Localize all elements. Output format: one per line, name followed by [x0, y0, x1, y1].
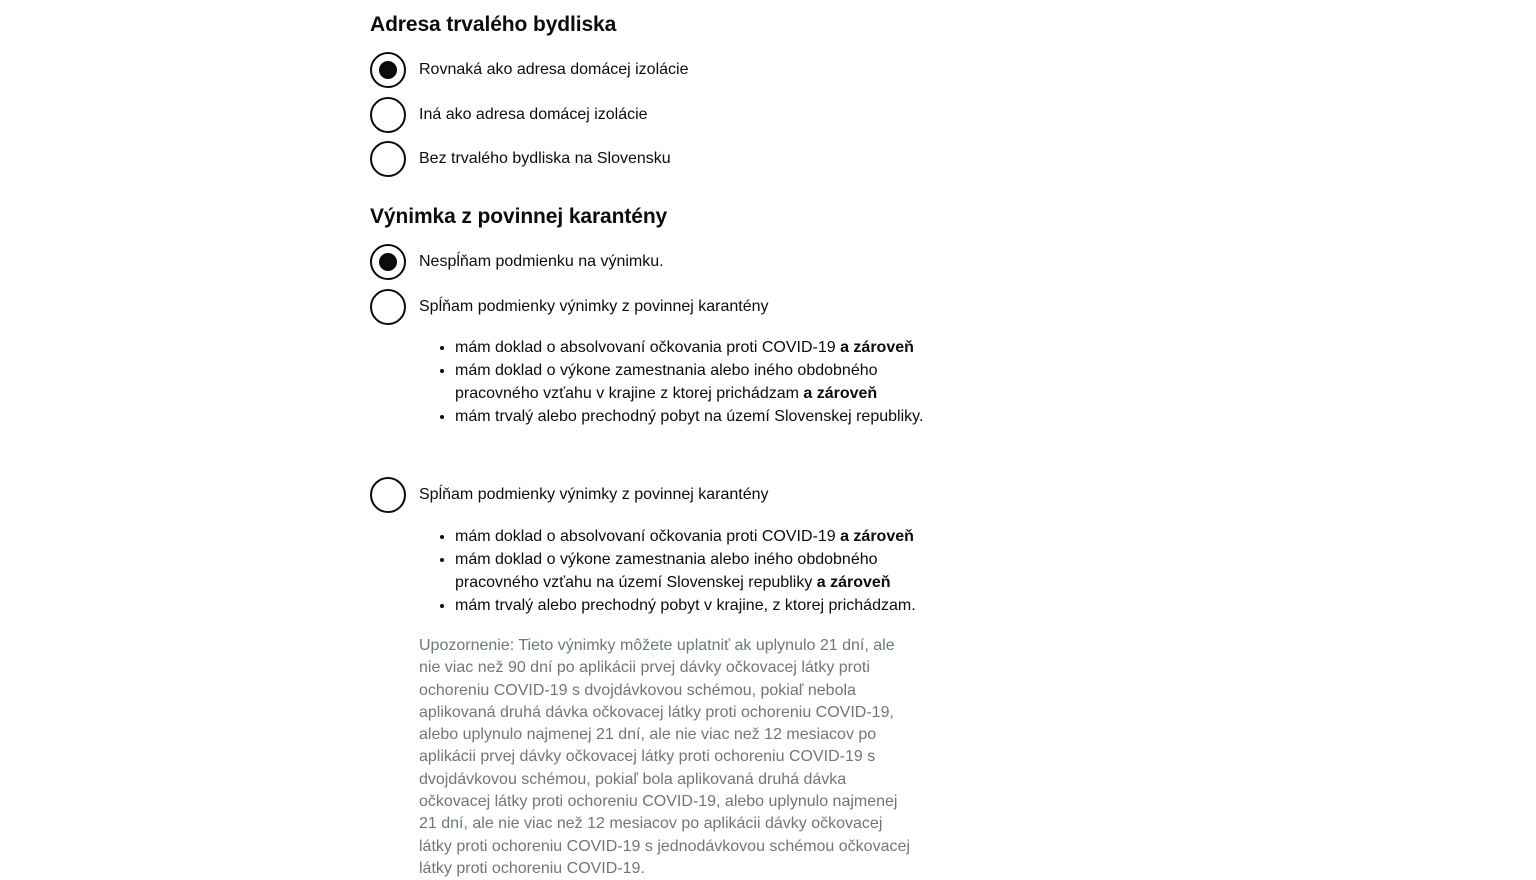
- radio-label: Spĺňam podmienky výnimky z povinnej karantény: [419, 486, 769, 503]
- condition-item: • mám trvalý alebo prechodný pobyt na území Slovenskej republiky.: [455, 405, 930, 428]
- address-heading: Adresa trvalého bydliska: [370, 13, 617, 36]
- exception-a-conditions: [419, 336, 930, 428]
- radio-button-checked[interactable]: [370, 52, 406, 88]
- radio-label: Nespĺňam podmienku na výnimku.: [419, 253, 664, 270]
- radio-button[interactable]: [370, 97, 406, 133]
- condition-item: • mám doklad o výkone zamestnania alebo iného obdobného pracovného vzťahu v krajine z ktorej prichádzam a zároveň: [455, 359, 930, 405]
- radio-label: Rovnaká ako adresa domácej izolácie: [419, 61, 689, 78]
- condition-item: • mám doklad o výkone zamestnania alebo iného obdobného pracovného vzťahu na území Slovenskej republiky a zároveň: [455, 548, 930, 594]
- radio-exception-b[interactable]: [370, 477, 769, 513]
- radio-label: Iná ako adresa domácej izolácie: [419, 106, 648, 123]
- condition-item: • mám doklad o absolvovaní očkovania proti COVID-19 a zároveň: [455, 336, 930, 359]
- radio-button[interactable]: [370, 477, 406, 513]
- radio-button[interactable]: [370, 289, 406, 325]
- radio-address-none[interactable]: [370, 141, 671, 177]
- condition-item: • mám trvalý alebo prechodný pobyt v krajine, z ktorej prichádzam.: [455, 594, 930, 617]
- condition-item: • mám doklad o absolvovaní očkovania proti COVID-19 a zároveň: [455, 525, 930, 548]
- radio-button[interactable]: [370, 141, 406, 177]
- radio-label: Spĺňam podmienky výnimky z povinnej karantény: [419, 298, 769, 315]
- radio-label: Bez trvalého bydliska na Slovensku: [419, 150, 671, 167]
- radio-exception-none[interactable]: [370, 244, 664, 280]
- exception-b-conditions: [419, 525, 930, 617]
- radio-address-same[interactable]: [370, 52, 688, 88]
- radio-button-checked[interactable]: [370, 244, 406, 280]
- exception-warning-text: Upozornenie: Tieto výnimky môžete uplatniť ak uplynulo 21 dní, ale nie viac než 90 dní po aplikácii prvej dávky očkovacej látky proti ochoreniu COVID-19 s dvojdávkovou schémou, pokiaľ nebola aplikovaná druhá dávka očkovacej látky proti ochoreniu COVID-19, alebo uplynulo najmenej 21 dní, ale nie viac než 12 mesiacov po aplikácii prvej dávky očkovacej látky proti ochoreniu COVID-19 s dvojdávkovou schémou, pokiaľ bola aplikovaná druhá dávka očkovacej látky proti ochoreniu COVID-19, alebo uplynulo najmenej 21 dní, ale nie viac než 12 mesiacov po aplikácii dávky očkovacej látky proti ochoreniu COVID-19 s jednodávkovou schémou očkovacej látky proti ochoreniu COVID-19.: [419, 637, 910, 877]
- radio-exception-a[interactable]: [370, 289, 769, 325]
- radio-address-different[interactable]: [370, 97, 648, 133]
- exception-heading: Výnimka z povinnej karantény: [370, 205, 668, 228]
